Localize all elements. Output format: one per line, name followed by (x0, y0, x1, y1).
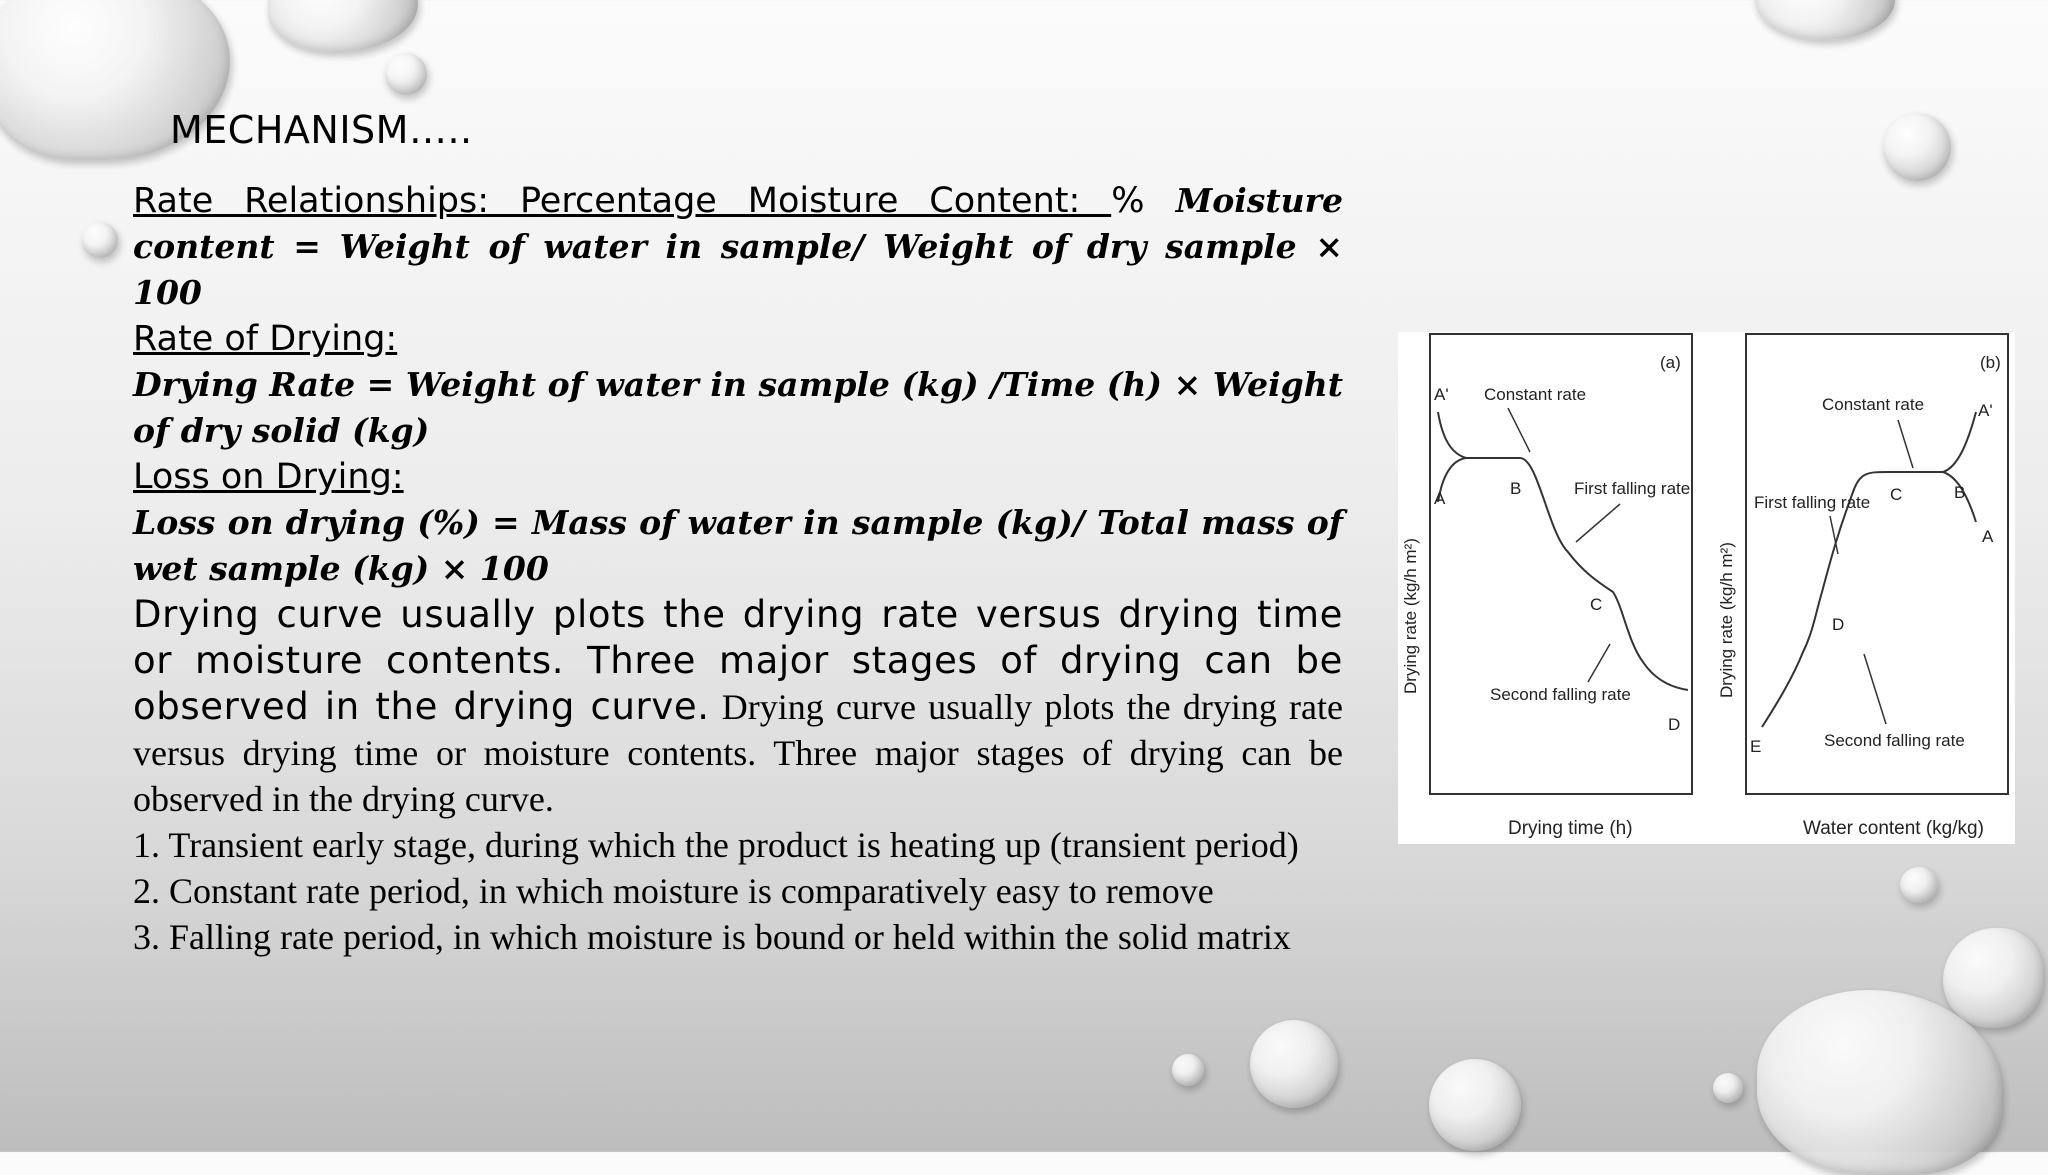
panel-b-point-d: D (1832, 615, 1845, 634)
stage-item: 1. Transient early stage, during which the product is heating up (transient period) (133, 825, 1299, 865)
panel-b-ylabel: Drying rate (kg/h m²) (1717, 542, 1736, 698)
panel-a-point-c: C (1590, 595, 1603, 614)
percent-symbol: % (1111, 181, 1145, 221)
water-drop-decoration (1755, 0, 1895, 40)
panel-b-curve (1762, 412, 1976, 727)
loss-on-drying-label: Loss on Drying: (133, 457, 404, 497)
loss-on-drying-formula: Loss on drying (%) = Mass of water in sample (kg)/ Total mass of wet sample (kg) × 100 (133, 503, 1343, 588)
panel-b-second-falling: Second falling rate (1824, 731, 1965, 750)
rate-of-drying-label: Rate of Drying: (133, 319, 398, 359)
stage-item: 2. Constant rate period, in which moisture is comparatively easy to remove (133, 871, 1214, 911)
drying-rate-paragraph (133, 362, 1343, 454)
panel-b (1717, 334, 2008, 839)
panel-a-curve (1438, 412, 1691, 690)
moisture-content-paragraph (133, 178, 1343, 316)
drying-curve-text-serif: Drying curve usually plots the drying rate versus drying time or moisture contents. Three major stages of drying can be observed in the drying curve. (133, 687, 1344, 819)
drying-curve-paragraph (133, 592, 1343, 822)
panel-b-first-falling: First falling rate (1754, 493, 1871, 512)
water-drop-decoration (268, 0, 418, 52)
rate-relationships-label: Rate Relationships: Percentage Moisture Content: (133, 181, 1112, 221)
panel-b-point-a: A (1982, 527, 1994, 546)
drying-rate-formula: Drying Rate = Weight of water in sample (kg) /Time (h) × Weight of dry solid (kg) (133, 365, 1343, 450)
panel-b-constant-rate: Constant rate (1822, 395, 1925, 414)
water-drop-decoration (1250, 1020, 1338, 1108)
moisture-content-formula: Moisture content = Weight of water in sample/ Weight of dry sample × 100 (133, 181, 1343, 312)
panel-a-constant-rate: Constant rate (1484, 385, 1587, 404)
slide-content (133, 178, 1343, 960)
water-drop-decoration (1713, 1073, 1743, 1103)
panel-a-point-b: B (1510, 479, 1522, 498)
panel-a-ylabel: Drying rate (kg/h m²) (1401, 538, 1420, 694)
loss-on-drying-paragraph (133, 500, 1343, 592)
water-drop-decoration (1900, 867, 1938, 903)
stage-item: 3. Falling rate period, in which moisture is bound or held within the solid matrix (133, 917, 1291, 957)
panel-a-point-a-prime: A' (1434, 385, 1449, 404)
panel-b-point-c: C (1890, 485, 1903, 504)
panel-a-tag: (a) (1660, 353, 1681, 372)
panel-a-second-falling: Second falling rate (1490, 685, 1631, 704)
panel-a-xlabel: Drying time (h) (1508, 818, 1633, 839)
panel-b-point-e: E (1750, 737, 1762, 756)
water-drop-decoration (1429, 1059, 1521, 1151)
rate-of-drying-heading (133, 316, 1343, 362)
panel-b-arrows (1830, 420, 1913, 724)
loss-on-drying-heading (133, 454, 1343, 500)
panel-a-first-falling: First falling rate (1574, 479, 1691, 498)
water-drop-decoration (82, 222, 118, 258)
panel-a-arrows (1508, 408, 1620, 682)
water-drop-decoration (1172, 1054, 1204, 1086)
panel-a-point-a: A (1434, 489, 1446, 508)
panel-a (1401, 334, 1692, 839)
water-drop-decoration (1943, 928, 2043, 1028)
water-drop-decoration (385, 53, 427, 95)
drying-curve-text-sans: Drying curve usually plots the drying rate versus drying time or moisture contents. Three major stages of drying can be observed in the drying curve. (133, 593, 1343, 728)
water-drop-decoration (1883, 113, 1951, 181)
panel-b-tag: (b) (1980, 353, 2001, 372)
panel-b-point-a-prime: A' (1978, 401, 1993, 420)
panel-a-point-d: D (1668, 715, 1681, 734)
panel-b-xlabel: Water content (kg/kg) (1803, 818, 1984, 839)
drying-curve-diagram (1398, 332, 2015, 844)
slide-heading: MECHANISM….. (170, 108, 473, 152)
drying-curve-figure (1398, 332, 2015, 844)
panel-b-point-b: B (1954, 483, 1966, 502)
